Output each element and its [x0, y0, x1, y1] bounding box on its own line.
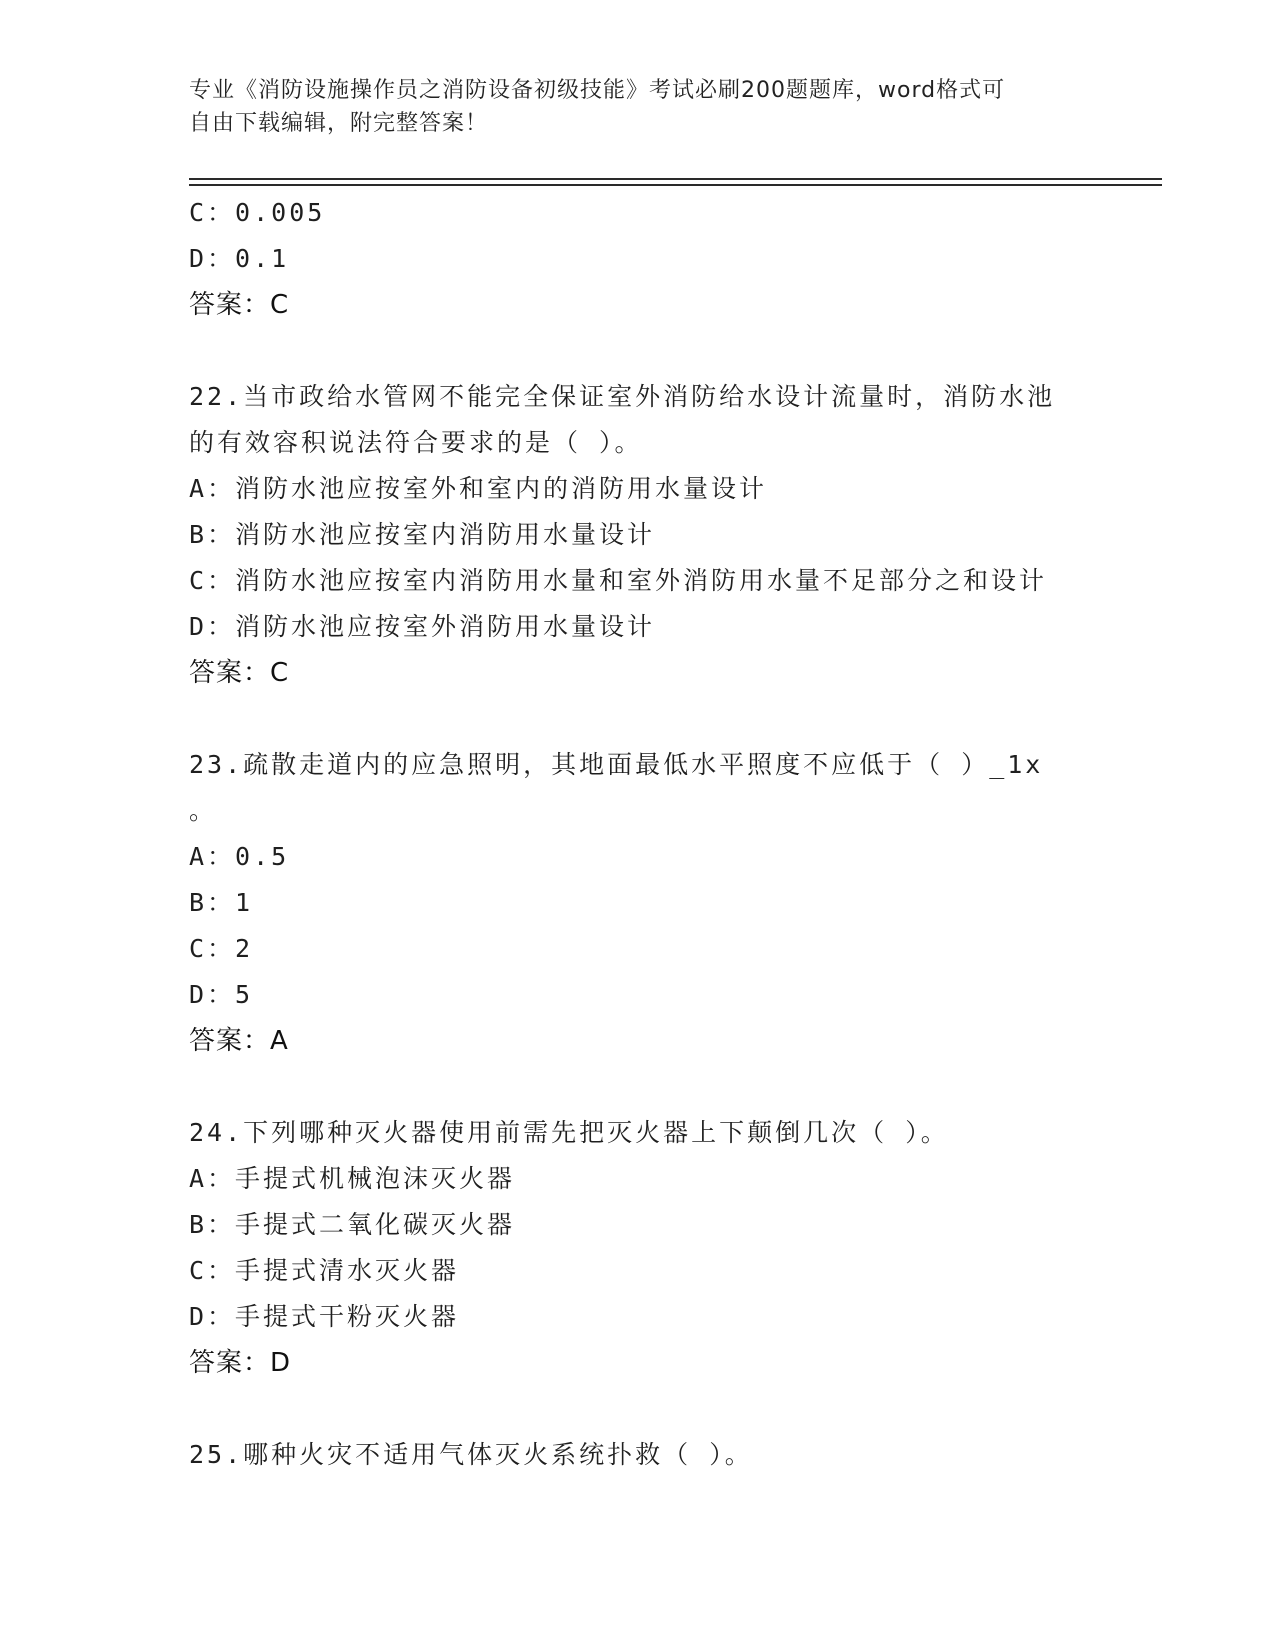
option-d: D：0.1: [189, 244, 290, 273]
spacer: [189, 1064, 1089, 1110]
option-b: B：消防水池应按室内消防用水量设计: [189, 520, 656, 549]
option-a: A：消防水池应按室外和室内的消防用水量设计: [189, 474, 768, 503]
question-25: [189, 1432, 1089, 1478]
option-c: C：0.005: [189, 198, 326, 227]
question-stem: 25.哪种火灾不适用气体灭火系统扑救（ ）。: [189, 1440, 753, 1469]
header-divider-top: [189, 178, 1162, 180]
document-header: [189, 74, 1089, 140]
question-stem: 24.下列哪种灭火器使用前需先把灭火器上下颠倒几次（ ）。: [189, 1118, 949, 1147]
question-stem: 23.疏散走道内的应急照明，其地面最低水平照度不应低于（ ）_1x: [189, 750, 1044, 779]
header-divider-bottom: [189, 184, 1162, 186]
option-d: D：5: [189, 980, 254, 1009]
answer-line: 答案：A: [189, 1026, 289, 1056]
question-24: [189, 1110, 1089, 1386]
answer-line: 答案：C: [189, 658, 290, 688]
option-d: D：手提式干粉灭火器: [189, 1302, 460, 1331]
option-b: B：1: [189, 888, 254, 917]
option-a: A：0.5: [189, 842, 290, 871]
question-23: [189, 742, 1089, 1064]
header-line-2: 自由下载编辑，附完整答案！: [189, 111, 489, 136]
option-d: D：消防水池应按室外消防用水量设计: [189, 612, 656, 641]
option-c: C：手提式清水灭火器: [189, 1256, 460, 1285]
answer-line: 答案：D: [189, 1348, 292, 1378]
option-b: B：手提式二氧化碳灭火器: [189, 1210, 516, 1239]
spacer: [189, 328, 1089, 374]
question-list: [189, 190, 1089, 1478]
option-a: A：手提式机械泡沫灭火器: [189, 1164, 516, 1193]
option-c: C：2: [189, 934, 254, 963]
question-stem-continued: 的有效容积说法符合要求的是（ ）。: [189, 428, 643, 457]
question-21-tail: [189, 190, 1089, 328]
question-22: [189, 374, 1089, 696]
answer-line: 答案：C: [189, 290, 290, 320]
header-line-1: 专业《消防设施操作员之消防设备初级技能》考试必刷200题题库，word格式可: [189, 78, 1006, 103]
option-c: C：消防水池应按室内消防用水量和室外消防用水量不足部分之和设计: [189, 566, 1048, 595]
spacer: [189, 696, 1089, 742]
spacer: [189, 1386, 1089, 1432]
question-stem-continued: 。: [189, 796, 215, 825]
question-stem: 22.当市政给水管网不能完全保证室外消防给水设计流量时，消防水池: [189, 382, 1056, 411]
